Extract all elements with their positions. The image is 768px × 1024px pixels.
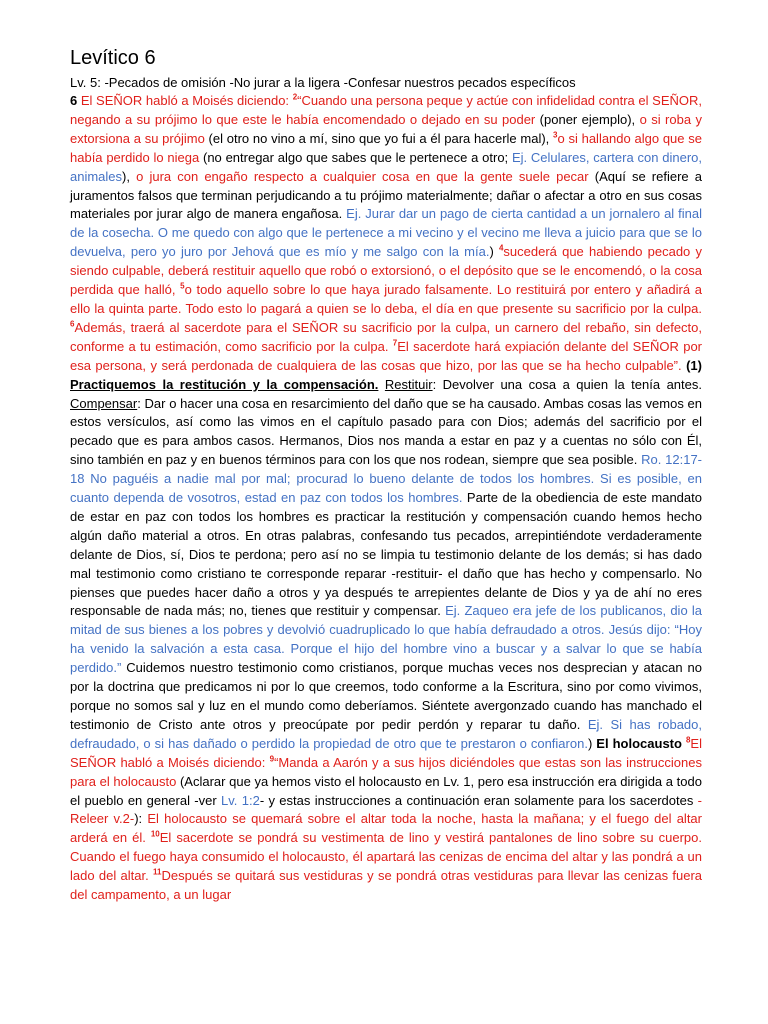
reference-text: Ej. Jurar dar un pago de cierta cantidad a un jornalero al final de la cosecha. O me quedo con algo que le pertenece a mi vecino y el vecino me lleva a juicio para que se lo devuelva, pero yo juro por Jehová que es mío y me salgo con la mía.	[70, 206, 702, 260]
reference-text: Ej. Si has robado, defraudado, o si has dañado o perdido la propiedad de otro que te prestaron o confiaron.	[70, 716, 702, 751]
heading-text: Practiquemos la restitución y la compensación.	[70, 376, 379, 392]
scripture-text: Además, traerá al sacerdote para el SEÑOR su sacrificio por la culpa, un carnero del rebaño, sin defecto, conforme a tu estimación, como sacrificio por la culpa.	[70, 319, 702, 354]
verse-number: 2	[292, 92, 298, 102]
reference-text: Ej. Celulares, cartera con dinero, animales	[70, 149, 702, 184]
scripture-text: “Manda a Aarón y a sus hijos diciéndoles que estas son las instrucciones para el holocausto	[70, 754, 702, 789]
commentary-text: (Aquí se refiere a juramentos falsos que terminan perjudicando a tu prójimo materialmente; dañar o afectar a otro en sus cosas materiales por jurar algo de manera engañosa.	[70, 168, 702, 222]
scripture-text: El SEÑOR habló a Moisés diciendo:	[80, 93, 293, 108]
scripture-text: -Releer v.2-	[70, 792, 703, 827]
scripture-text: o jura con engaño respecto a cualquier cosa en que la gente suele pecar	[136, 168, 589, 184]
commentary-text: )	[489, 244, 499, 260]
verse-number: 7	[392, 338, 398, 348]
heading-text: 6	[70, 93, 81, 108]
commentary-text: ):	[134, 811, 148, 827]
scripture-text: o si roba y extorsiona a su prójimo	[70, 111, 702, 146]
heading-text: (1)	[686, 357, 702, 373]
scripture-text: El sacerdote hará expiación delante del SEÑOR por esa persona, y será perdonada de cualquiera de las cosas que hizo, por las que se ha hecho culpable”.	[70, 338, 703, 373]
page-title: Levítico 6	[70, 47, 156, 69]
commentary-text: (poner ejemplo),	[535, 111, 640, 127]
commentary-text: (Aclarar que ya hemos visto el holocausto en Lv. 1, pero esa instrucción era dirigida a todo el pueblo en general -ver	[70, 773, 702, 808]
term-text: Restituir	[384, 376, 433, 392]
scripture-text: sucederá que habiendo pecado y siendo culpable, deberá restituir aquello que robó o extorsionó, o el depósito que se le encomendó, o la cosa perdida que halló,	[70, 244, 702, 298]
scripture-text: o si hallando algo que se había perdido lo niega	[70, 130, 702, 165]
chapter-subtitle: Lv. 5: -Pecados de omisión -No jurar a la ligera -Confesar nuestros pecados específicos	[70, 75, 576, 90]
reference-text: Lv. 1:2	[221, 792, 260, 808]
scripture-text: “Cuando una persona peque y actúe con infidelidad contra el SEÑOR, negando a su prójimo lo que este le había encomendado o dejado en su poder	[70, 93, 703, 127]
verse-number: 6	[70, 319, 75, 329]
commentary-text: (el otro no vino a mí, sino que yo fui a él para hacerle mal),	[204, 130, 554, 146]
verse-number: 9	[269, 754, 275, 764]
verse-number: 3	[553, 130, 558, 140]
verse-number: 10	[150, 830, 160, 840]
body-paragraph	[70, 92, 702, 905]
scripture-text: Después se quitará sus vestiduras y se pondrá otras vestiduras para llevar las cenizas fuera del campamento, a un lugar	[70, 868, 703, 903]
commentary-text: Cuidemos nuestro testimonio como cristianos, porque muchas veces nos desprecian y atacan no por la doctrina que predicamos ni por lo que creemos, todo conforme a la Escritura, sino por como vivimos, porque no somos sal y luz en el mundo como deberíamos. Siéntete avergonzado cuando has manchado el testimonio de Cristo ante otros y preocúpate por pedir perdón y reparar tu daño.	[70, 660, 702, 732]
heading-text: El holocausto	[596, 735, 686, 751]
verse-number: 5	[180, 281, 185, 291]
scripture-text: o todo aquello sobre lo que haya jurado falsamente. Lo restituirá por entero y añadirá a ello la quinta parte. Todo esto lo pagará a quien se lo deba, el día en que presente su sacrificio por la culpa.	[70, 282, 702, 316]
commentary-text: ),	[122, 168, 137, 184]
reference-text: Ro. 12:17-18 No paguéis a nadie mal por mal; procurad lo bueno delante de todos los hombres. Si es posible, en cuanto dependa de vosotros, estad en paz con todos los hombres.	[70, 452, 702, 506]
verse-number: 4	[498, 243, 504, 253]
scripture-text: El SEÑOR habló a Moisés diciendo:	[70, 735, 702, 770]
term-text: Compensar	[70, 395, 138, 411]
verse-number: 8	[685, 735, 691, 745]
scripture-text: El sacerdote se pondrá su vestimenta de lino y vestirá pantalones de lino sobre su cuerpo. Cuando el fuego haya consumido el holocausto, él apartará las cenizas de encima del altar y las pondrá a un lado del altar.	[70, 830, 703, 884]
commentary-text: : Dar o hacer una cosa en resarcimiento del daño que se ha causado. Ambas cosas las vemos en estos versículos, así como las vimos en el capítulo pasado para con Dios; además del sacrificio por el pecado que es para ambos casos. Hermanos, Dios nos manda a estar en paz y a cuentas no sólo con Él, sino también en paz y en buenos términos para con los que nos rodean, siempre que sea posible.	[70, 395, 702, 468]
commentary-text: (no entregar algo que sabes que le pertenece a otro;	[199, 149, 512, 165]
commentary-text: )	[587, 735, 597, 751]
scripture-text: El holocausto se quemará sobre el altar toda la noche, hasta la mañana; y el fuego del altar arderá en él.	[70, 811, 702, 846]
reference-text: Ej. Zaqueo era jefe de los publicanos, dio la mitad de sus bienes a los pobres y devolvió cuadruplicado lo que había defraudado a otros. Jesús dijo: “Hoy ha venido la salvación a esta casa. Porque el hijo del hombre vino a buscar y a salvar lo que se había perdido.”	[70, 603, 702, 676]
commentary-text: - y estas instrucciones a continuación eran solamente para los sacerdotes	[259, 792, 698, 808]
document-page	[70, 44, 702, 905]
commentary-text: Parte de la obediencia de este mandato de estar en paz con todos los hombres es practicar la restitución y compensación cuando hemos hecho algún daño material a otros. En otras palabras, confesando tus pecados, arrepintiéndote verdaderamente delante de Dios, sí, Dios te perdona; pero así no se limpia tu testimonio delante de los demás; si has dado mal testimonio como cristiano te corresponde reparar -restituir- el daño que has hecho y compensarlo. No pienses que puedes hacer daño a otros y ya después te arrepientes delante de Dios y ya de ahí no eres responsable de nada más; no, tienes que restituir y compensar.	[70, 490, 702, 619]
commentary-text: : Devolver una cosa a quien la tenía antes.	[432, 376, 702, 392]
verse-number: 11	[152, 867, 162, 877]
